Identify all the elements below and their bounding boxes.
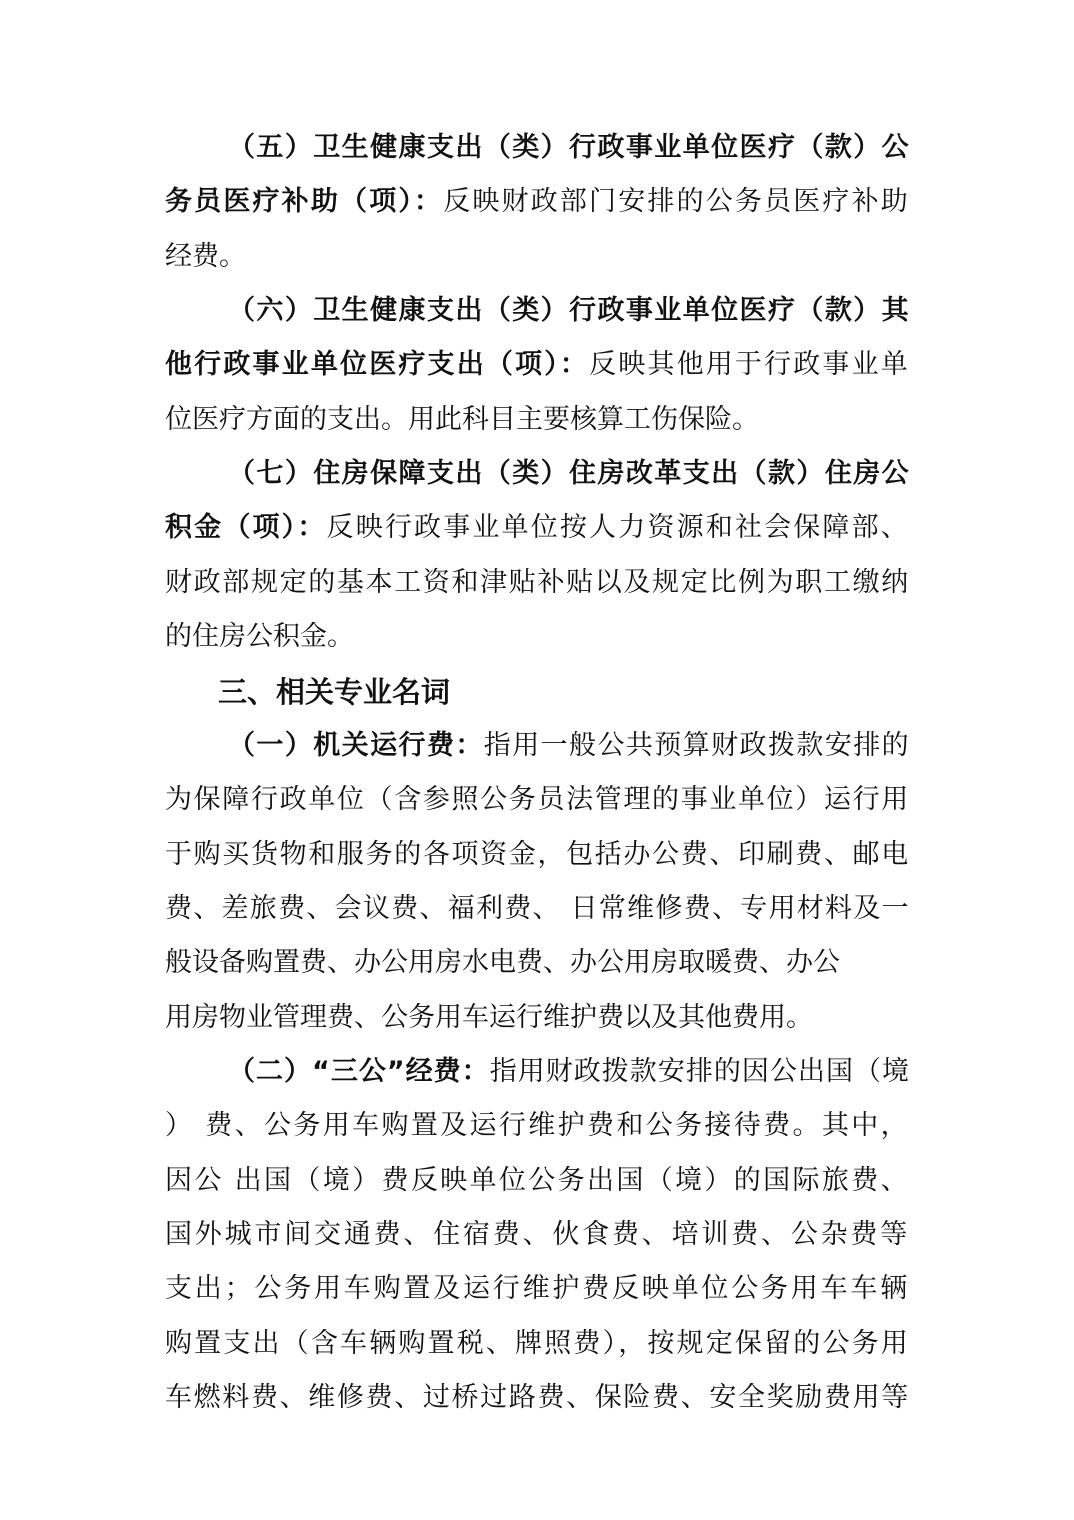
- text-line: [165, 1378, 910, 1418]
- body-text: 般设备购置费、办公用房水电费、办公用房取暖费、办公: [165, 947, 840, 979]
- body-text: 于购买货物和服务的各项资金，包括办公费、印刷费、邮电: [165, 838, 910, 870]
- text-line: [165, 1161, 910, 1201]
- text-line: [228, 454, 910, 494]
- body-text: 费、差旅费、会议费、福利费、 日常维修费、专用材料及一: [165, 892, 910, 924]
- text-line: [165, 508, 910, 548]
- text-line: [165, 617, 910, 657]
- text-line: [165, 182, 910, 222]
- body-text: 反映行政事业单位按人力资源和社会保障部、: [326, 512, 910, 544]
- text-line: [165, 889, 910, 929]
- text-line: [165, 400, 910, 440]
- text-line: [228, 291, 910, 331]
- text-line: [165, 1106, 910, 1146]
- body-text: 位医疗方面的支出。用此科目主要核算工伤保险。: [165, 403, 759, 435]
- body-text: 国外城市间交通费、住宿费、伙食费、培训费、公杂费等: [165, 1219, 910, 1250]
- text-line: [165, 780, 910, 820]
- text-line: [165, 1324, 910, 1364]
- body-text: 为保障行政单位（含参照公务员法管理的事业单位）运行用: [165, 784, 910, 816]
- bold-term: （一）机关运行费：: [228, 729, 484, 761]
- body-text: 用房物业管理费、公务用车运行维护费以及其他费用。: [165, 1001, 813, 1033]
- text-line: [165, 1269, 910, 1309]
- bold-term: （二）“三公”经费：: [228, 1055, 490, 1087]
- body-text: 经费。: [165, 240, 246, 272]
- text-line: [165, 998, 910, 1038]
- body-text: 指用财政拨款安排的因公出国（境: [489, 1055, 911, 1087]
- body-text: 支出；公务用车购置及运行维护费反映单位公务用车车辆: [165, 1273, 910, 1305]
- bold-term: （五）卫生健康支出（类）行政事业单位医疗（款）公: [228, 132, 911, 163]
- text-line: [228, 1052, 910, 1092]
- bold-term: 三、相关专业名词: [218, 674, 451, 709]
- text-line: [165, 1215, 910, 1255]
- text-line: [165, 563, 910, 603]
- section-heading: [218, 672, 450, 712]
- text-line: [228, 128, 910, 168]
- bold-term: （七）住房保障支出（类）住房改革支出（款）住房公: [228, 458, 911, 490]
- body-text: 财政部规定的基本工资和津贴补贴以及规定比例为职工缴纳: [165, 566, 910, 598]
- body-text: ） 费、公务用车购置及运行维护费和公务接待费。其中，: [165, 1110, 910, 1142]
- text-line: [165, 943, 910, 983]
- text-line: [228, 726, 910, 766]
- text-line: [165, 835, 910, 875]
- text-line: [165, 345, 910, 385]
- body-text: 购置支出（含车辆购置税、牌照费），按规定保留的公务用: [165, 1327, 910, 1359]
- body-text: 反映其他用于行政事业单: [589, 349, 910, 381]
- body-text: 因公 出国（境）费反映单位公务出国（境）的国际旅费、: [165, 1164, 910, 1196]
- text-line: [165, 237, 910, 277]
- body-text: 指用一般公共预算财政拨款安排的: [483, 729, 911, 761]
- body-text: 车燃料费、维修费、过桥过路费、保险费、安全奖励费用等: [165, 1382, 910, 1414]
- bold-term: 务员医疗补助（项）：: [165, 186, 444, 218]
- bold-term: （六）卫生健康支出（类）行政事业单位医疗（款）其: [228, 295, 911, 327]
- body-text: 反映财政部门安排的公务员医疗补助: [443, 186, 910, 218]
- bold-term: 积金（项）：: [165, 512, 327, 544]
- bold-term: 他行政事业单位医疗支出（项）：: [165, 349, 590, 381]
- body-text: 的住房公积金。: [165, 621, 354, 653]
